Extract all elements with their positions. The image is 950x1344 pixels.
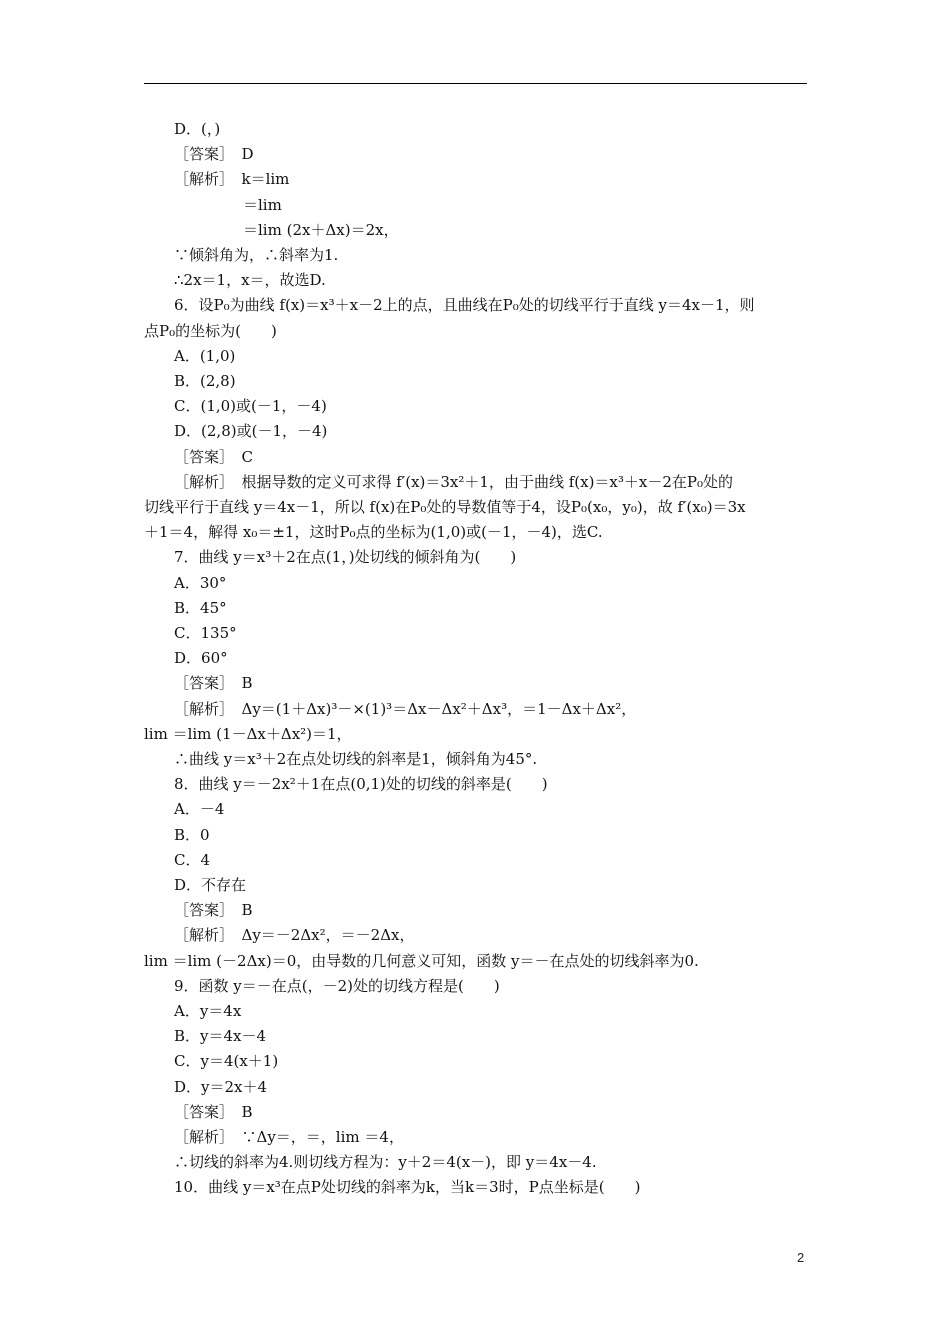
text-line: ＋1＝4，解得 x₀＝±1，这时P₀点的坐标为(1,0)或(－1，－4)，选C. (144, 523, 603, 542)
text-line: D．(，) (174, 120, 221, 138)
text-line: C．135° (174, 624, 237, 642)
page-number: 2 (797, 1250, 805, 1265)
text-line: 点P₀的坐标为( ) (144, 321, 277, 340)
text-line: B．0 (174, 825, 210, 844)
text-line: A．(1,0) (174, 346, 236, 365)
text-line: B．(2,8) (174, 372, 236, 390)
text-line: ∵倾斜角为，∴斜率为1. (174, 246, 339, 264)
text-line: lim ＝lim (－2Δx)＝0，由导数的几何意义可知，函数 y＝－在点处的切线斜率为0. (144, 951, 699, 970)
text-line: D．(2,8)或(－1，－4) (174, 422, 328, 441)
text-line: A．－4 (174, 800, 225, 819)
text-line: 10．曲线 y＝x³在点P处切线的斜率为k，当k＝3时，P点坐标是( ) (174, 1178, 641, 1197)
text-line: D．60° (174, 649, 228, 668)
text-line: 9．函数 y＝－在点(，－2)处的切线方程是( ) (174, 976, 500, 995)
text-line: A．30° (174, 573, 227, 592)
text-line: ［答案］ B (174, 1102, 253, 1121)
text-line: D．不存在 (174, 876, 247, 894)
header-rule (144, 83, 807, 84)
text-line: C．y＝4(x＋1) (174, 1052, 279, 1071)
text-line: ［答案］ B (174, 674, 253, 693)
text-line: ［解析］ 根据导数的定义可求得 f′(x)＝3x²＋1，由于曲线 f(x)＝x³＋x－2在P₀处的 (174, 472, 734, 491)
text-line: ［解析］ k＝lim (174, 170, 290, 189)
text-line: D．y＝2x＋4 (174, 1077, 268, 1096)
text-line: C．4 (174, 850, 211, 869)
text-line: 切线平行于直线 y＝4x－1，所以 f(x)在P₀处的导数值等于4，设P₀(x₀，y₀)，故 f′(x₀)＝3x (144, 498, 746, 516)
text-line: ［答案］ B (174, 901, 253, 920)
text-line: ∴曲线 y＝x³＋2在点处切线的斜率是1，倾斜角为45°. (174, 750, 538, 768)
text-line: A．y＝4x (174, 1002, 242, 1020)
text-line: C．(1,0)或(－1，－4) (174, 397, 327, 416)
text-line: ＝lim (2x＋Δx)＝2x， (243, 220, 399, 239)
text-line: 7．曲线 y＝x³＋2在点(1，)处切线的倾斜角为( ) (174, 548, 517, 567)
text-line: ［解析］ Δy＝－2Δx²，＝－2Δx， (174, 926, 415, 945)
text-line: ∴2x＝1，x＝，故选D. (174, 271, 326, 290)
text-line: 6．设P₀为曲线 f(x)＝x³＋x－2上的点，且曲线在P₀处的切线平行于直线 y＝4x－1，则 (174, 296, 755, 315)
text-line: B．45° (174, 598, 227, 617)
text-line: ［答案］ D (174, 145, 254, 164)
text-line: ［解析］ ∵Δy＝，＝，lim ＝4， (174, 1128, 404, 1146)
text-line: ［答案］ C (174, 447, 253, 466)
text-line: lim ＝lim (1－Δx＋Δx²)＝1， (144, 724, 352, 743)
text-line: ∴切线的斜率为4.则切线方程为：y＋2＝4(x－)，即 y＝4x－4. (174, 1153, 597, 1172)
text-line: ［解析］ Δy＝(1＋Δx)³－×(1)³＝Δx－Δx²＋Δx³，＝1－Δx＋Δx²， (174, 699, 637, 718)
text-line: B．y＝4x－4 (174, 1027, 267, 1046)
text-line: 8．曲线 y＝－2x²＋1在点(0,1)处的切线的斜率是( ) (174, 775, 548, 794)
text-line: ＝lim (243, 195, 282, 214)
